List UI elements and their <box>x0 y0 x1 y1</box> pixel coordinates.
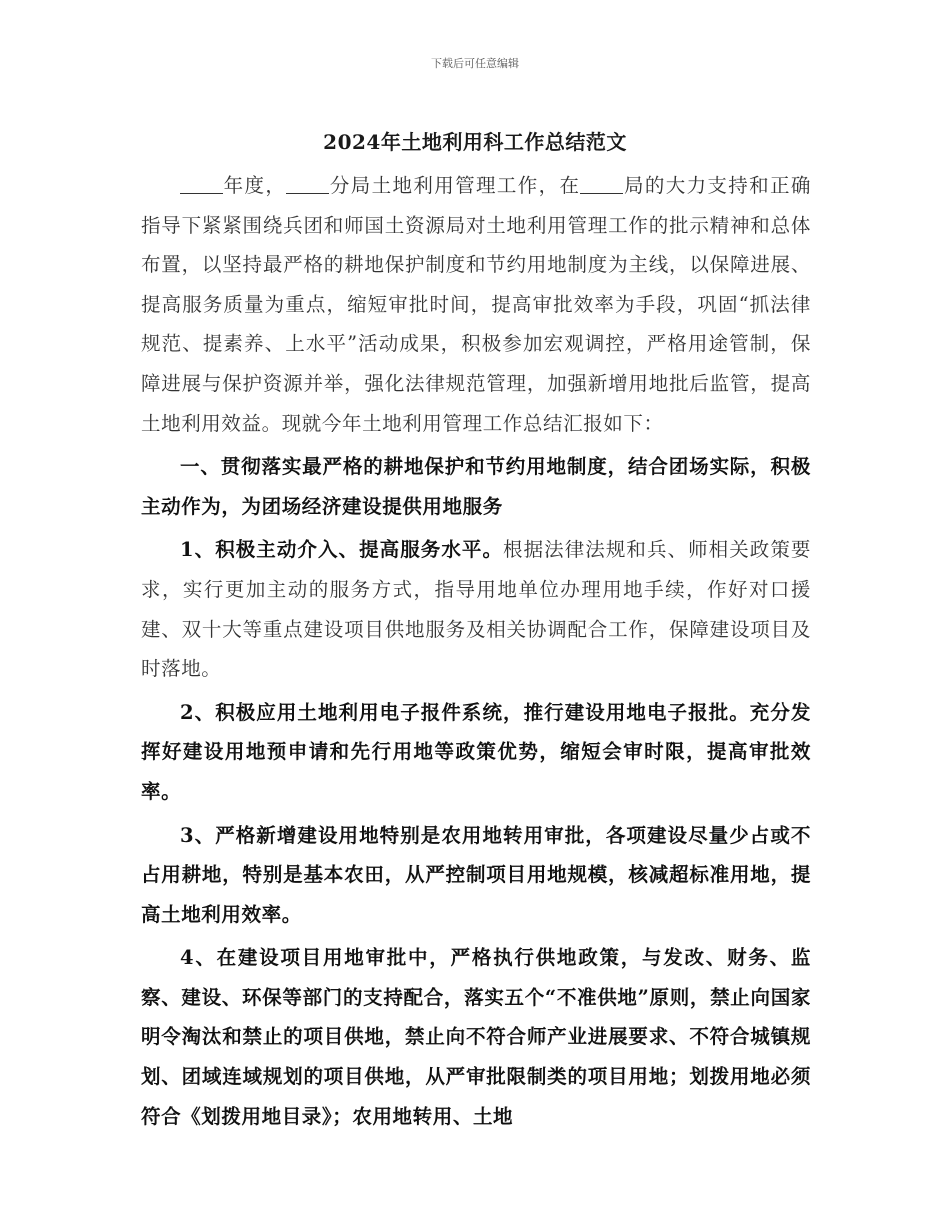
intro-paragraph <box>141 166 811 443</box>
item1-lead: 1、积极主动介入、提高服务水平。 <box>180 538 504 562</box>
section1-heading: 一、贯彻落实最严格的耕地保护和节约用地制度，结合团场实际，积极主动作为，为团场经济建设提供用地服务 <box>141 455 811 518</box>
item1-paragraph <box>141 530 811 688</box>
header-note: 下载后可任意编辑 <box>431 57 519 70</box>
intro-part2: 分局土地利用管理工作，在 <box>329 174 581 197</box>
item4-paragraph: 4、在建设项目用地审批中，严格执行供地政策，与发改、财务、监察、建设、环保等部门的支持配合，落实五个“不准供地”原则，禁止向国家明令淘汰和禁止的项目供地，禁止向不符合师产业进展要求、不符合城镇规划、团域连域规划的项目供地，从严审批限制类的项目用地；划拨用地必须符合《划拨用地目录》；农用地转用、土地 <box>141 946 811 1128</box>
item2-paragraph: 2、积极应用土地利用电子报件系统，推行建设用地电子报批。充分发挥好建设用地预申请和先行用地等政策优势，缩短会审时限，提高审批效率。 <box>141 700 811 803</box>
intro-part3: 局的大力支持和正确指导下紧紧围绕兵团和师国土资源局对土地利用管理工作的批示精神和总体布置，以坚持最严格的耕地保护制度和节约用地制度为主线，以保障进展、提高服务质量为重点，缩短审批时间，提高审批效率为手段，巩固“抓法律规范、提素养、上水平”活动成果，积极参加宏观调控，严格用途管制，保障进展与保护资源并举，强化法律规范管理，加强新增用地批后监管，提高土地利用效益。现就今年土地利用管理工作总结汇报如下： <box>141 174 811 435</box>
document-body <box>141 166 811 1136</box>
blank-field <box>180 174 223 195</box>
item1-text: 根据法律法规和兵、师相关政策要求，实行更加主动的服务方式，指导用地单位办理用地手续，作好对口援建、双十大等重点建设项目供地服务及相关协调配合工作，保障建设项目及时落地。 <box>141 538 811 681</box>
blank-field <box>286 174 329 195</box>
document-title: 2024年土地利用科工作总结范文 <box>323 130 627 154</box>
blank-field <box>580 174 623 195</box>
item3-paragraph: 3、严格新增建设用地特别是农用地转用审批，各项建设尽量少占或不占用耕地，特别是基本农田，从严控制项目用地规模，核减超标准用地，提高土地利用效率。 <box>141 823 811 926</box>
intro-part1: 年度， <box>222 174 287 197</box>
